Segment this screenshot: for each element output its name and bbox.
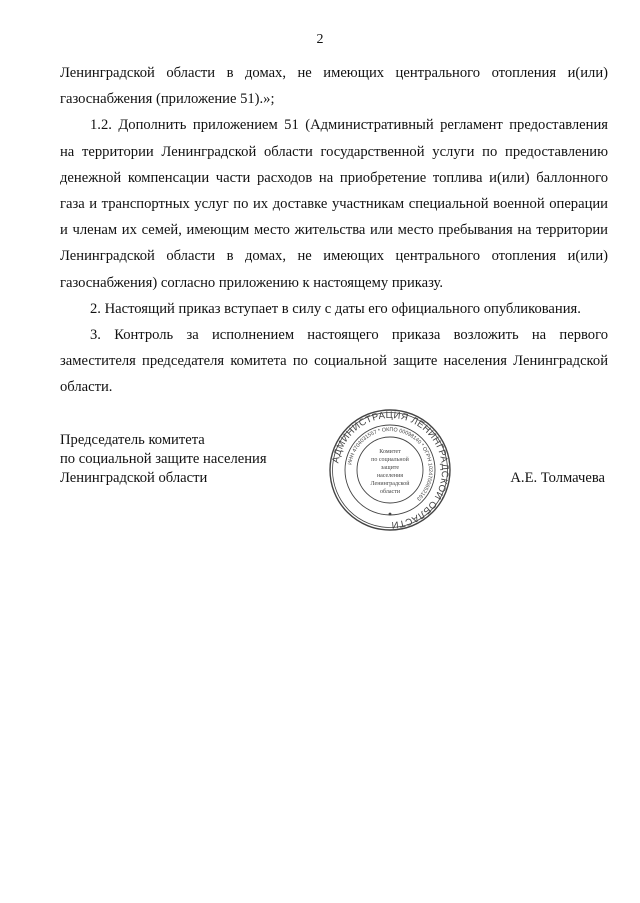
official-seal [328,408,452,532]
signatory-title-line3: Ленинградской области [60,470,208,486]
seal-center-line3: защите [380,465,400,471]
seal-center-line1: Комитет [379,449,401,455]
signatory-name: А.Е. Толмачева [510,470,605,486]
signatory-title [60,431,267,488]
paragraph-3: 3. Контроль за исполнением настоящего приказа возложить на первого заместителя председателя комитета по социальной защите населения Ленинградской области. [60,327,608,396]
seal-center-line4: населения [376,473,404,479]
signatory-title-line1: Председатель комитета [60,432,205,448]
signatory-title-line2: по социальной защите населения [60,451,267,467]
seal-center-line2: по социальной [371,457,409,463]
paragraph-1-2: 1.2. Дополнить приложением 51 (Административный регламент предоставления на территории Ленинградской области государственной услуги по предоставлению денежной компенсации части расходов на приобретение топлива и(или) баллонного газа и транспортных услуг по их доставке участникам специальной военной операции и членам их семей, имеющим место жительства или место пребывания на территории Ленинградской области в домах, не имеющих центрального отопления и(или) газоснабжения) согласно приложению к настоящему приказу. [60,117,608,291]
paragraph-2: 2. Настоящий приказ вступает в силу с даты его официального опубликования. [90,300,581,317]
seal-center-line6: области [379,489,401,495]
seal-graphic [328,408,452,532]
seal-middle-text: ИНН 4704031557 * ОКПО 00098140 * ОГРН 1024700652163 [347,426,434,502]
paragraph-continuation: Ленинградской области в домах, не имеющих центрального отопления и(или) газоснабжения (приложение 51).»; [60,65,608,108]
document-body [60,60,608,401]
seal-center-line5: Ленинградской [370,481,410,487]
seal-outer-text: АДМИНИСТРАЦИЯ ЛЕНИНГРАДСКОЙ ОБЛАСТИ [330,409,451,531]
page-number: 2 [316,32,324,47]
